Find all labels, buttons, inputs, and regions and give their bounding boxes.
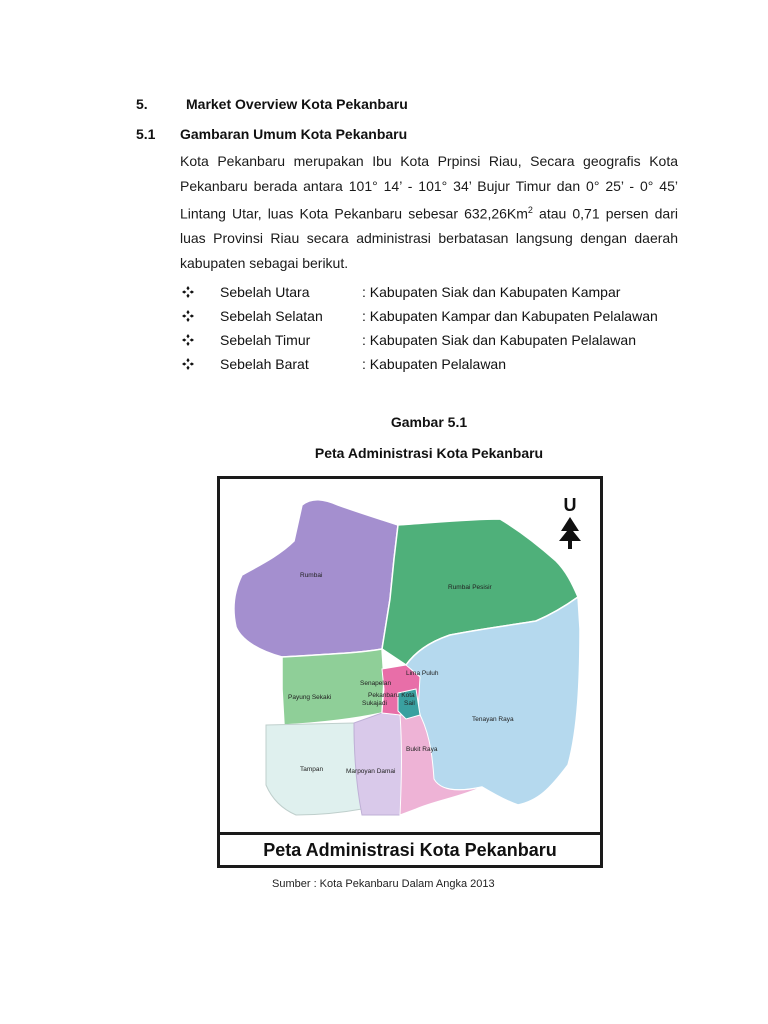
border-value: : Kabupaten Siak dan Kabupaten Pelalawan: [362, 332, 636, 348]
border-value: : Kabupaten Siak dan Kabupaten Kampar: [362, 284, 621, 300]
district-label-rumbai: Rumbai: [300, 572, 323, 579]
district-label-lima-puluh: Lima Puluh: [406, 670, 439, 677]
paragraph-text: atau 0,71 persen dari: [532, 205, 678, 222]
figure-number: Gambar 5.1: [390, 414, 468, 430]
paragraph-line: Kota Pekanbaru merupakan Ibu Kota Prpinsi Riau, Secara geografis Kota: [180, 153, 678, 169]
paragraph-line: Pekanbaru berada antara 101° 14’ - 101° 34’ Bujur Timur dan 0° 25’ - 0° 45’: [180, 177, 678, 194]
diamond-bullet-icon: [182, 286, 194, 298]
border-value: : Kabupaten Kampar dan Kabupaten Pelalawan: [362, 308, 658, 324]
district-label-payung-sekaki: Payung Sekaki: [288, 694, 332, 701]
superscript: 2: [527, 205, 533, 215]
district-label-tenayan-raya: Tenayan Raya: [472, 716, 514, 723]
border-direction: Sebelah Barat: [220, 356, 309, 372]
subsection-number: 5.1: [136, 126, 156, 142]
district-label-tampan: Tampan: [300, 766, 324, 773]
district-label-senapelan: Senapelan: [360, 680, 392, 687]
figure-source: Sumber : Kota Pekanbaru Dalam Angka 2013: [272, 878, 495, 890]
north-label: U: [563, 495, 577, 515]
border-direction: Sebelah Utara: [220, 284, 310, 300]
district-label-bukit-raya: Bukit Raya: [406, 746, 438, 753]
district-label-marpoyan-damai: Marpoyan Damai: [346, 768, 396, 775]
border-direction: Sebelah Selatan: [220, 308, 323, 324]
figure-title: Peta Administrasi Kota Pekanbaru: [314, 445, 544, 461]
diamond-bullet-icon: [182, 310, 194, 322]
district-label-pekanbaru-kota: Pekanbaru Kota: [368, 692, 415, 699]
region-payung-sekaki: [282, 649, 384, 725]
paragraph-line: luas Provinsi Riau secara administrasi berbatasan langsung dengan daerah: [180, 230, 678, 247]
section-number: 5.: [136, 96, 148, 112]
diamond-bullet-icon: [182, 358, 194, 370]
diamond-bullet-icon: [182, 334, 194, 346]
intro-paragraph: [180, 149, 678, 275]
border-value: : Kabupaten Pelalawan: [362, 356, 506, 372]
paragraph-line: kabupaten sebagai berikut.: [180, 254, 349, 271]
district-label-sukajadi: Sukajadi: [362, 700, 387, 707]
region-marpoyan-damai: [354, 713, 402, 815]
section-title: Market Overview Kota Pekanbaru: [186, 96, 408, 112]
subsection-title: Gambaran Umum Kota Pekanbaru: [180, 126, 408, 142]
district-label-rumbai-pesisir: Rumbai Pesisir: [448, 584, 492, 591]
border-direction: Sebelah Timur: [220, 332, 311, 348]
north-arrow-icon: [559, 495, 581, 549]
map-drawing: [220, 479, 600, 831]
map-title: Peta Administrasi Kota Pekanbaru: [220, 832, 600, 865]
administrative-map: [217, 476, 603, 868]
paragraph-line: [180, 198, 678, 226]
district-label-sail: Sail: [404, 700, 415, 707]
paragraph-text: Lintang Utar, luas Kota Pekanbaru sebesar 632,26Km: [180, 205, 528, 222]
